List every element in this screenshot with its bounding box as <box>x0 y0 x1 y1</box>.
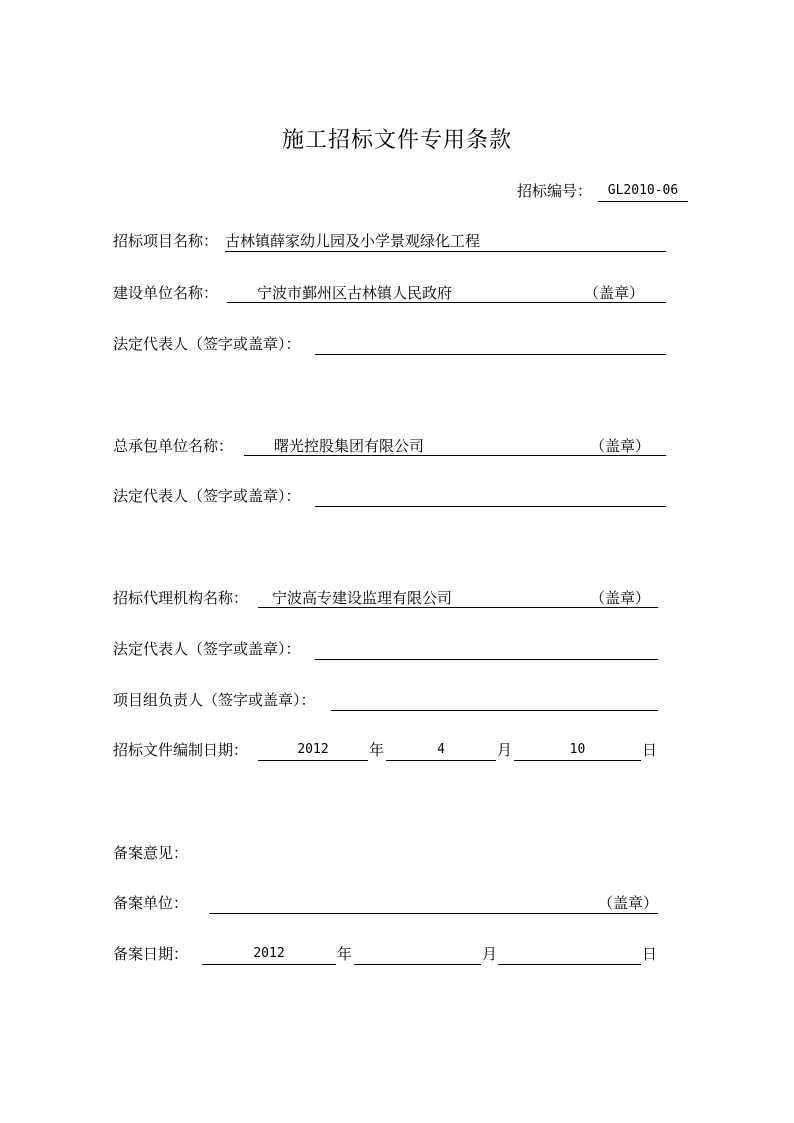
agency-value: 宁波高专建设监理有限公司 <box>272 589 453 607</box>
agency-rep-label: 法定代表人（签字或盖章）： <box>113 640 301 658</box>
filing-year-unit: 年 <box>337 945 353 963</box>
filing-date-label: 备案日期： <box>113 945 189 963</box>
document-title: 施工招标文件专用条款 <box>281 128 512 153</box>
filing-unit-line <box>209 893 658 914</box>
builder-seal: （盖章） <box>584 284 645 302</box>
filing-day-line <box>498 944 641 965</box>
filing-unit-seal: （盖章） <box>598 894 659 912</box>
builder-rep-label: 法定代表人（签字或盖章）： <box>113 335 301 353</box>
filing-year: 2012 <box>202 944 336 965</box>
compile-year-unit: 年 <box>369 741 385 759</box>
project-name-value: 古林镇薛家幼儿园及小学景观绿化工程 <box>225 231 666 252</box>
contractor-seal: （盖章） <box>590 437 651 455</box>
compile-day: 10 <box>514 740 641 761</box>
builder-value: 宁波市鄞州区古林镇人民政府 <box>257 284 453 302</box>
compile-year: 2012 <box>258 740 368 761</box>
team-lead-line <box>331 690 658 711</box>
filing-day-unit: 日 <box>642 945 658 963</box>
builder-rep-line <box>315 334 666 355</box>
compile-day-unit: 日 <box>642 741 658 759</box>
bid-number-label: 招标编号： <box>517 182 593 200</box>
filing-opinion-label: 备案意见： <box>113 844 189 862</box>
contractor-value: 曙光控股集团有限公司 <box>274 437 425 455</box>
contractor-rep-label: 法定代表人（签字或盖章）： <box>113 487 301 505</box>
filing-unit-label: 备案单位： <box>113 894 189 912</box>
project-name-label: 招标项目名称： <box>113 232 219 250</box>
contractor-rep-line <box>315 486 666 507</box>
builder-label: 建设单位名称： <box>113 284 219 302</box>
agency-label: 招标代理机构名称： <box>113 589 249 607</box>
filing-month-line <box>354 944 481 965</box>
compile-month-unit: 月 <box>497 741 513 759</box>
compile-date-label: 招标文件编制日期： <box>113 741 249 759</box>
filing-month-unit: 月 <box>482 945 498 963</box>
agency-seal: （盖章） <box>590 589 651 607</box>
compile-month: 4 <box>386 740 496 761</box>
bid-number-value: GL2010-06 <box>598 181 688 202</box>
contractor-label: 总承包单位名称： <box>113 437 234 455</box>
agency-rep-line <box>315 639 658 660</box>
team-lead-label: 项目组负责人（签字或盖章）： <box>113 691 316 709</box>
